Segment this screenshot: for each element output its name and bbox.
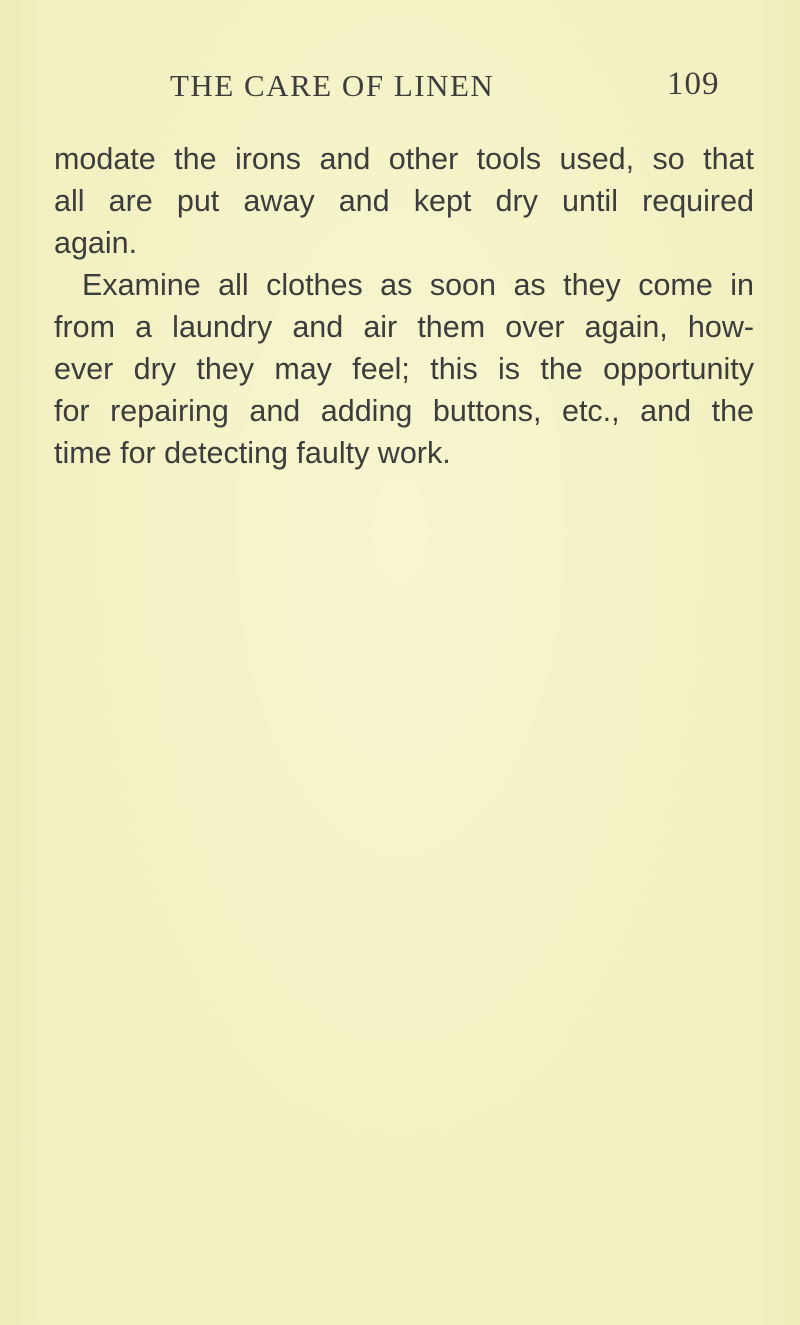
text-line: time for detecting faulty work.	[54, 436, 451, 470]
text-line: Examine all clothes as soon as they come in	[82, 268, 754, 302]
text-line: modate the irons and other tools used, so that	[54, 142, 754, 176]
text-line: for repairing and adding buttons, etc., and the	[54, 394, 754, 428]
body-text	[54, 138, 754, 474]
text-line: again.	[54, 226, 138, 260]
text-line: all are put away and kept dry until required	[54, 184, 754, 218]
text-line: from a laundry and air them over again, how-	[54, 310, 754, 344]
page-number: 109	[667, 66, 720, 102]
text-line: ever dry they may feel; this is the opportunity	[54, 352, 754, 386]
running-title: THE CARE OF LINEN	[170, 68, 495, 103]
